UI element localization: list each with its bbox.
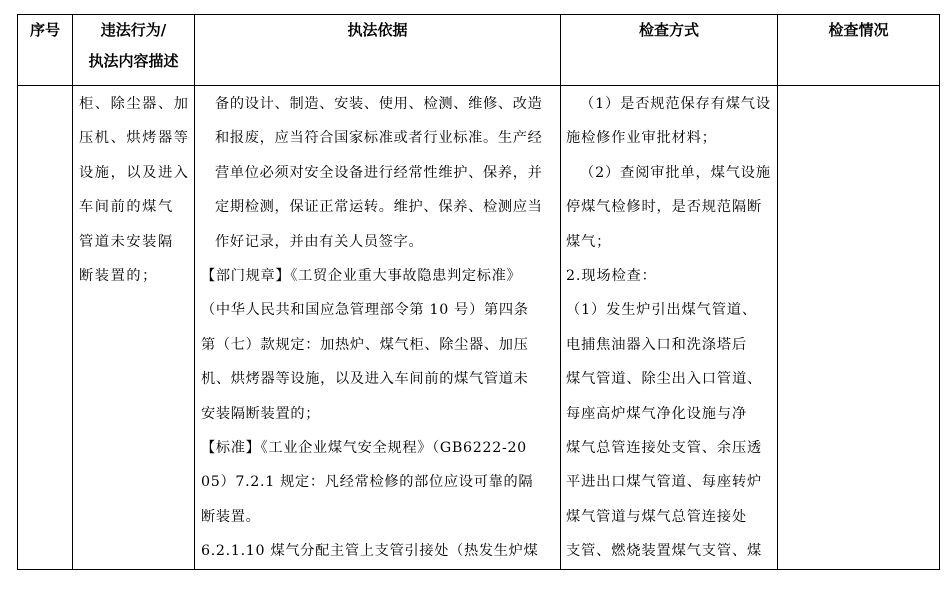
text-line: 作好记录，并由有关人员签字。 — [215, 233, 424, 250]
header-row — [18, 15, 940, 86]
header-basis: 执法依据 — [195, 15, 561, 86]
text-line: 煤气总管连接处支管、余压透 — [566, 440, 763, 457]
cell-basis — [195, 86, 561, 570]
text-line: 每座高炉煤气净化设施与净 — [566, 405, 748, 422]
text-line: 机、烘烤器等设施，以及进入车间前的煤气管道未 — [201, 371, 529, 388]
text-line: 断装置的； — [79, 268, 158, 285]
text-line: 第（七）款规定：加热炉、煤气柜、除尘器、加压 — [201, 336, 529, 353]
text-line: 压机、烘烤器等 — [79, 130, 190, 147]
text-line: 煤气管道与煤气总管连接处 — [566, 508, 748, 525]
text-line: 煤气； — [566, 233, 612, 250]
text-line: 施检修作业审批材料； — [566, 130, 717, 147]
violation-text — [73, 87, 194, 293]
text-line: 安装隔断装置的； — [201, 405, 321, 422]
header-violation — [73, 15, 195, 86]
header-method: 检查方式 — [561, 15, 778, 86]
text-line: 车间前的煤气 — [79, 199, 174, 216]
text-line: （1）发生炉引出煤气管道、 — [566, 302, 757, 319]
text-line: 支管、燃烧装置煤气支管、煤 — [566, 543, 763, 560]
cell-seq — [18, 86, 73, 570]
text-line: 2.现场检查： — [566, 268, 657, 285]
text-line: （1）是否规范保存有煤气设 — [580, 96, 771, 112]
cell-status — [778, 86, 940, 570]
text-line: 备的设计、制造、安装、使用、检测、维修、改造 — [215, 96, 543, 112]
text-line: 和报废，应当符合国家标准或者行业标准。生产经 — [215, 130, 543, 147]
text-line: 平进出口煤气管道、每座转炉 — [566, 474, 763, 491]
text-line: 定期检测，保证正常运转。维护、保养、检测应当 — [215, 199, 543, 216]
text-line: 管道未安装隔 — [79, 233, 174, 250]
method-text — [561, 87, 777, 569]
text-line: 煤气管道、除尘出入口管道、 — [566, 371, 763, 388]
text-line: 05）7.2.1 规定：凡经常检修的部位应设可靠的隔 — [201, 474, 534, 491]
text-line: 电捕焦油器入口和洗涤塔后 — [566, 336, 748, 353]
text-line: 【部门规章】《工贸企业重大事故隐患判定标准》 — [201, 268, 522, 285]
text-line: 柜、除尘器、加 — [79, 96, 190, 112]
cell-violation — [73, 86, 195, 570]
text-line: （2）查阅审批单，煤气设施 — [580, 164, 771, 181]
enforcement-table — [17, 14, 940, 570]
table-row — [18, 86, 940, 570]
basis-text — [195, 87, 560, 569]
header-violation-line2: 执法内容描述 — [88, 52, 179, 70]
text-line: 营单位必须对安全设备进行经常性维护、保养，并 — [215, 164, 543, 181]
header-seq: 序号 — [18, 15, 73, 86]
text-line: 停煤气检修时，是否规范隔断 — [566, 199, 763, 216]
header-status: 检查情况 — [778, 15, 940, 86]
text-line: 【标准】《工业企业煤气安全规程》（GB6222-20 — [201, 440, 527, 457]
text-line: 6.2.1.10 煤气分配主管上支管引接处（热发生炉煤 — [201, 543, 539, 560]
header-violation-line1: 违法行为/ — [100, 21, 167, 39]
text-line: （中华人民共和国应急管理部令第 10 号）第四条 — [201, 302, 529, 319]
text-line: 设施，以及进入 — [79, 164, 190, 181]
cell-method — [561, 86, 778, 570]
text-line: 断装置。 — [201, 508, 261, 525]
